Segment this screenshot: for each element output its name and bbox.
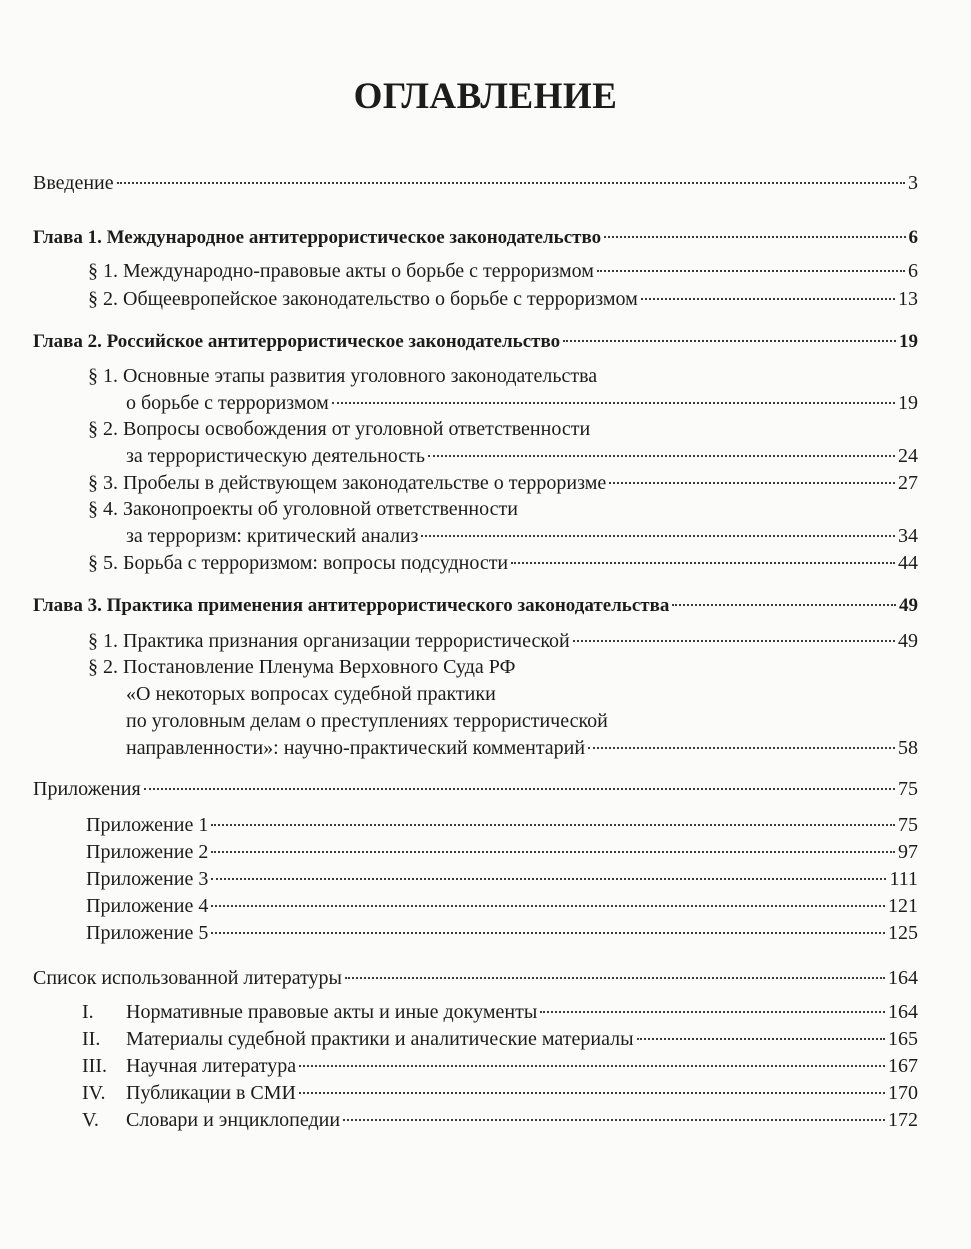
toc-entry-text: о борьбе с терроризмом [126, 392, 329, 414]
toc-entry-bibliography-section[interactable] [82, 1107, 918, 1133]
toc-entry-text: Приложение 1 [86, 814, 209, 836]
toc-page-number: 13 [898, 288, 918, 310]
dot-leader [211, 878, 886, 880]
toc-entry-text: за терроризм: критический анализ [126, 525, 419, 547]
toc-entry-text: Приложение 3 [86, 868, 209, 890]
toc-entry-bibliography-section[interactable] [82, 999, 918, 1025]
toc-entry-text-line: § 4. Законопроекты об уголовной ответственности [88, 498, 518, 520]
toc-page-number: 3 [908, 172, 918, 194]
toc-entry-text: Введение [33, 172, 114, 194]
toc-page-number: 75 [898, 778, 918, 800]
roman-numeral: II. [82, 1028, 101, 1050]
dot-leader [211, 905, 885, 907]
toc-entry-section[interactable] [126, 523, 918, 549]
dot-leader [299, 1065, 885, 1067]
dot-leader [573, 640, 895, 642]
toc-page-number: 49 [898, 630, 918, 652]
toc-entry-section[interactable] [88, 286, 918, 312]
toc-page-number: 164 [888, 1001, 918, 1023]
toc-entry-text: направленности»: научно-практический комментарий [126, 737, 586, 759]
dot-leader [563, 340, 896, 342]
toc-page-number: 121 [888, 895, 918, 917]
dot-leader [421, 535, 895, 537]
toc-page-number: 6 [908, 227, 918, 248]
toc-entry-appendix[interactable] [86, 812, 918, 838]
toc-entry-text-line: «О некоторых вопросах судебной практики [126, 683, 496, 705]
toc-page-number: 34 [898, 525, 918, 547]
toc-page-number: 125 [888, 922, 918, 944]
toc-entry-text: Глава 2. Российское антитеррористическое законодательство [33, 331, 561, 352]
toc-entry-text: Приложение 5 [86, 922, 209, 944]
toc-entry-text: Глава 3. Практика применения антитеррористического законодательства [33, 595, 670, 616]
toc-entry-bibliography-section[interactable] [82, 1080, 918, 1106]
toc-entry-chapter-1[interactable] [33, 225, 918, 251]
toc-page-number: 24 [898, 445, 918, 467]
toc-page-number: 49 [899, 595, 918, 616]
dot-leader [428, 455, 895, 457]
toc-entry-bibliography[interactable] [33, 965, 918, 991]
toc-entry-introduction[interactable] [33, 170, 918, 196]
roman-numeral: III. [82, 1055, 107, 1077]
toc-entry-text: Список использованной литературы [33, 967, 342, 989]
toc-page-number: 19 [899, 331, 918, 352]
toc-entry-appendices[interactable] [33, 776, 918, 802]
toc-entry-section[interactable] [88, 470, 918, 496]
toc-page-number: 27 [898, 472, 918, 494]
dot-leader [597, 270, 905, 272]
toc-entry-text: Глава 1. Международное антитеррористическое законодательство [33, 227, 602, 248]
dot-leader [345, 977, 885, 979]
toc-entry-section[interactable] [88, 550, 918, 576]
page-title: ОГЛАВЛЕНИЕ [353, 76, 618, 117]
toc-entry-section[interactable] [126, 735, 918, 761]
toc-page-number: 19 [898, 392, 918, 414]
toc-entry-text: за террористическую деятельность [126, 445, 426, 467]
toc-entry-bibliography-section[interactable] [82, 1053, 918, 1079]
toc-entry-text: Приложение 2 [86, 841, 209, 863]
toc-entry-text: Материалы судебной практики и аналитические материалы [126, 1028, 634, 1050]
toc-entry-text: § 3. Пробелы в действующем законодательстве о терроризме [88, 472, 607, 494]
roman-numeral: V. [82, 1109, 99, 1131]
dot-leader [604, 236, 905, 238]
dot-leader [211, 824, 895, 826]
dot-leader [299, 1092, 885, 1094]
toc-entry-text: Научная литература [126, 1055, 297, 1077]
toc-entry-text: Нормативные правовые акты и иные документы [126, 1001, 538, 1023]
dot-leader [641, 298, 895, 300]
toc-entry-text: § 1. Практика признания организации террористической [88, 630, 570, 652]
toc-entry-chapter-2[interactable] [33, 329, 918, 355]
dot-leader [540, 1011, 885, 1013]
dot-leader [117, 182, 905, 184]
toc-page-number: 167 [888, 1055, 918, 1077]
roman-numeral: IV. [82, 1082, 106, 1104]
toc-page-number: 97 [898, 841, 918, 863]
toc-entry-text-line: § 2. Вопросы освобождения от уголовной ответственности [88, 418, 591, 440]
toc-entry-text: Словари и энциклопедии [126, 1109, 341, 1131]
toc-page-number: 170 [888, 1082, 918, 1104]
toc-page-number: 172 [888, 1109, 918, 1131]
dot-leader [672, 604, 896, 606]
toc-page-number: 44 [898, 552, 918, 574]
toc-entry-text: § 5. Борьба с терроризмом: вопросы подсудности [88, 552, 509, 574]
dot-leader [343, 1119, 885, 1121]
toc-entry-text-line: § 2. Постановление Пленума Верховного Суда РФ [88, 656, 516, 678]
toc-entry-text: Приложения [33, 778, 141, 800]
toc-page-number: 111 [889, 868, 918, 890]
toc-page-number: 164 [888, 967, 918, 989]
toc-entry-text: Публикации в СМИ [126, 1082, 296, 1104]
toc-entry-appendix[interactable] [86, 920, 918, 946]
dot-leader [609, 482, 895, 484]
toc-entry-bibliography-section[interactable] [82, 1026, 918, 1052]
toc-page-number: 75 [898, 814, 918, 836]
toc-entry-section[interactable] [88, 258, 918, 284]
dot-leader [211, 851, 895, 853]
dot-leader [211, 932, 885, 934]
toc-entry-section[interactable] [126, 443, 918, 469]
toc-page-number: 6 [908, 260, 918, 282]
toc-entry-chapter-3[interactable] [33, 593, 918, 619]
toc-page-number: 58 [898, 737, 918, 759]
dot-leader [511, 562, 895, 564]
toc-entry-section[interactable] [88, 628, 918, 654]
toc-entry-appendix[interactable] [86, 866, 918, 892]
toc-page-number: 165 [888, 1028, 918, 1050]
toc-entry-text: Приложение 4 [86, 895, 209, 917]
dot-leader [332, 402, 895, 404]
toc-entry-text-line: по уголовным делам о преступлениях террористической [126, 710, 608, 732]
toc-entry-text: § 1. Международно-правовые акты о борьбе с терроризмом [88, 260, 594, 282]
toc-entry-appendix[interactable] [86, 839, 918, 865]
toc-entry-section[interactable] [126, 390, 918, 416]
dot-leader [637, 1038, 885, 1040]
toc-entry-appendix[interactable] [86, 893, 918, 919]
toc-entry-text: § 2. Общеевропейское законодательство о борьбе с терроризмом [88, 288, 638, 310]
dot-leader [144, 788, 895, 790]
dot-leader [588, 747, 895, 749]
toc-entry-text-line: § 1. Основные этапы развития уголовного законодательства [88, 365, 598, 387]
roman-numeral: I. [82, 1001, 94, 1023]
